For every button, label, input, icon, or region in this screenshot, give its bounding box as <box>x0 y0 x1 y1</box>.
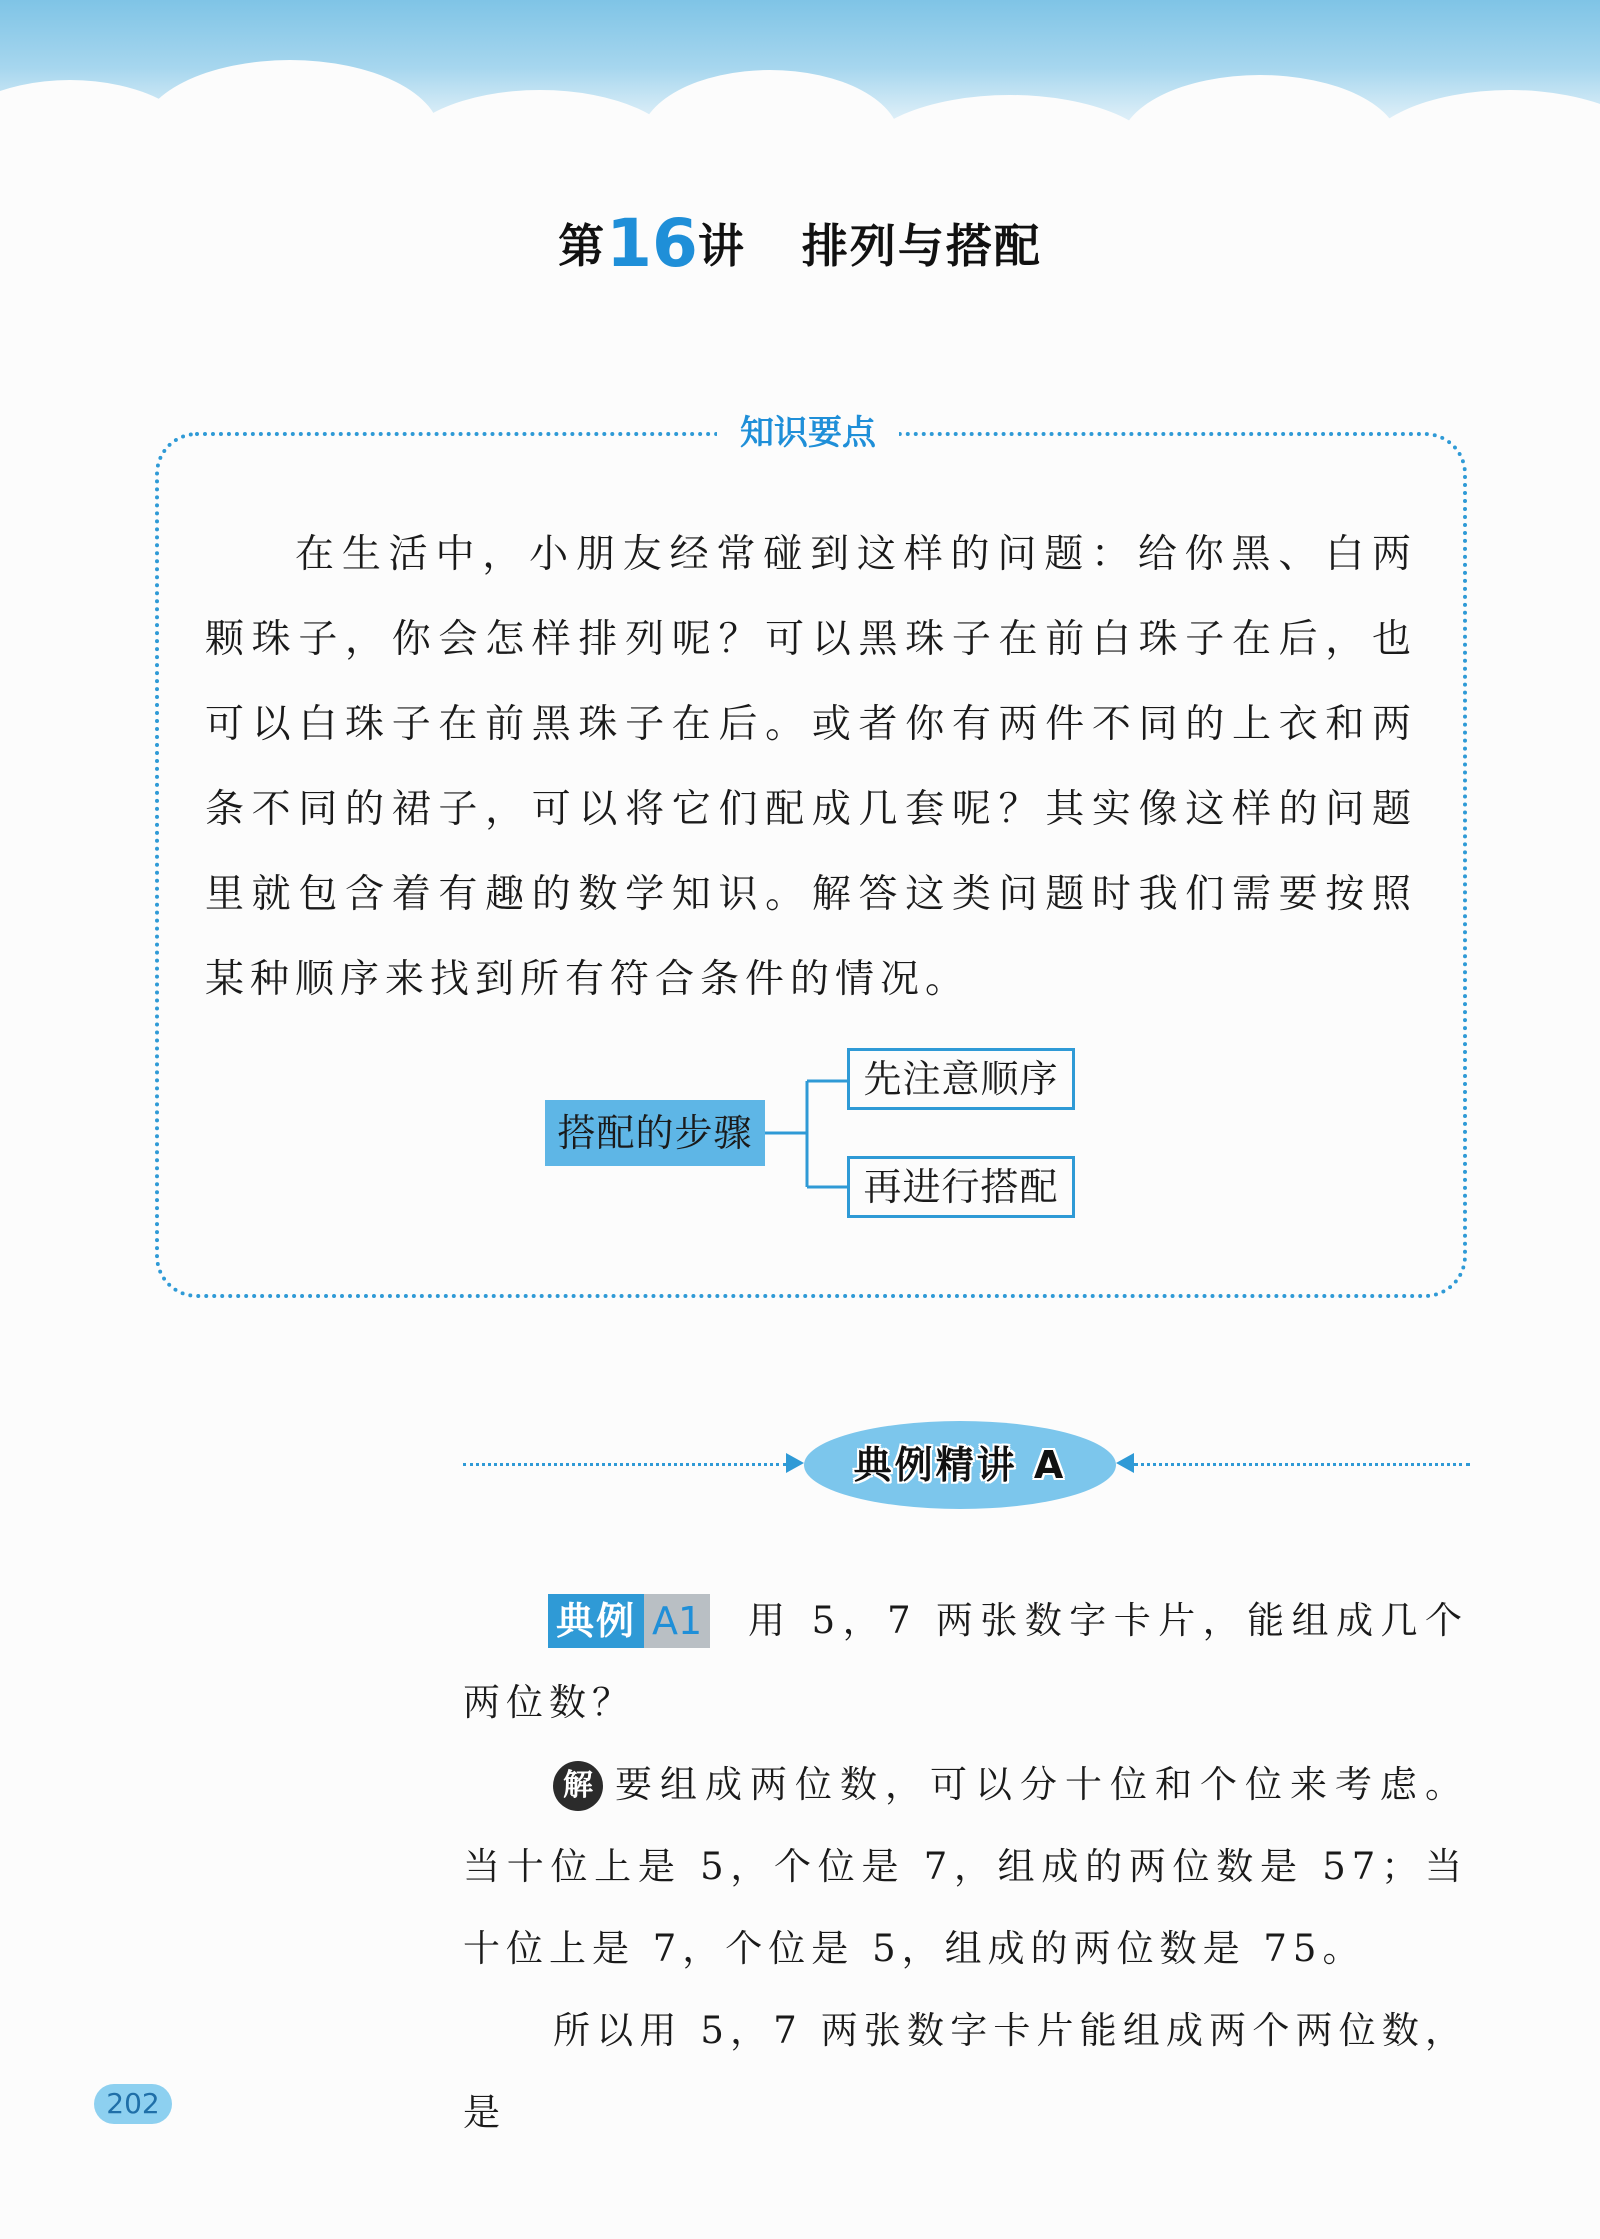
title-prefix: 第 <box>558 219 607 273</box>
page-number: 202 <box>94 2084 172 2124</box>
solve-badge-icon: 解 <box>553 1761 603 1811</box>
title-suffix: 讲 <box>697 219 746 273</box>
section-banner: 典例精讲 A <box>804 1421 1116 1509</box>
chapter-title <box>0 205 1600 282</box>
example-solution <box>463 1744 1468 1990</box>
lecture-number: 16 <box>606 205 698 282</box>
example-question: 用 5，7 两张数字卡片，能组成几个两位数？ <box>463 1599 1468 1724</box>
example-label-main: 典例 <box>548 1594 644 1648</box>
banner-dotted-line-left <box>463 1463 786 1466</box>
banner-arrow-right-icon <box>786 1453 804 1473</box>
step-box-1: 先注意顺序 <box>847 1048 1075 1110</box>
step-box-2: 再进行搭配 <box>847 1156 1075 1218</box>
solution-text: 要组成两位数，可以分十位和个位来考虑。当十位上是 5，个位是 7，组成的两位数是 57；当十位上是 7，个位是 5，组成的两位数是 75。 <box>463 1763 1468 1970</box>
steps-diagram-root: 搭配的步骤 <box>545 1100 765 1166</box>
banner-arrow-left-icon <box>1116 1453 1134 1473</box>
cloud-decoration <box>0 60 1600 180</box>
banner-dotted-line-right <box>1134 1463 1470 1466</box>
steps-diagram-connector <box>765 1075 849 1195</box>
chapter-topic: 排列与搭配 <box>801 219 1042 273</box>
knowledge-body-text: 在生活中，小朋友经常碰到这样的问题：给你黑、白两颗珠子，你会怎样排列呢？可以黑珠子在前白珠子在后，也可以白珠子在前黑珠子在后。或者你有两件不同的上衣和两条不同的裙子，可以将它们配成几套呢？其实像这样的问题里就包含着有趣的数学知识。解答这类问题时我们需要按照某种顺序来找到所有符合条件的情况。 <box>205 532 1417 1002</box>
example-label-id: A1 <box>644 1594 710 1648</box>
example-conclusion: 所以用 5，7 两张数字卡片能组成两个两位数，是 <box>463 2009 1468 2134</box>
knowledge-box-title: 知识要点 <box>717 408 899 458</box>
